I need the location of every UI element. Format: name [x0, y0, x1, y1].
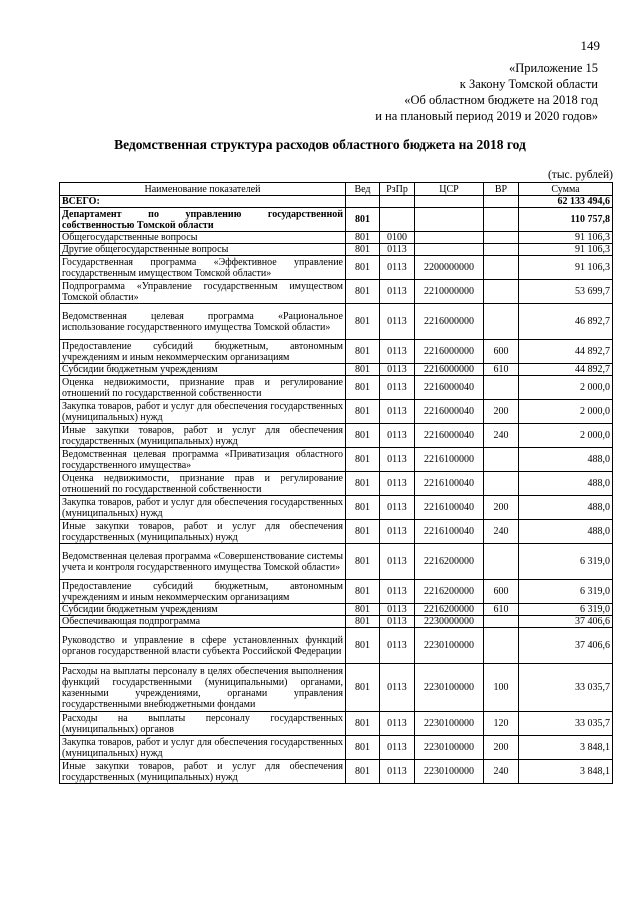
appendix-line: «Об областном бюджете на 2018 год [404, 93, 598, 107]
units-label: (тыс. рублей) [547, 169, 613, 181]
row-rzpr-cell: 0113 [380, 472, 415, 496]
row-rzpr-cell: 0113 [380, 400, 415, 424]
row-ved-cell: 801 [346, 544, 380, 580]
row-sum-cell: 53 699,7 [519, 280, 613, 304]
row-ved-cell: 801 [346, 664, 380, 712]
row-rzpr-cell: 0113 [380, 244, 415, 256]
table-row [60, 712, 613, 736]
row-csr-cell [415, 196, 484, 208]
row-name-cell: Подпрограмма «Управление государственным имуществом Томской области» [60, 280, 346, 304]
row-rzpr-cell: 0113 [380, 760, 415, 784]
row-vr-cell: 600 [484, 580, 519, 604]
row-name-cell: ВСЕГО: [60, 196, 346, 208]
row-csr-cell: 2216100040 [415, 520, 484, 544]
row-name-cell: Закупка товаров, работ и услуг для обеспечения государственных (муниципальных) нужд [60, 736, 346, 760]
table-row [60, 472, 613, 496]
table-row [60, 376, 613, 400]
row-ved-cell: 801 [346, 472, 380, 496]
row-sum-cell: 2 000,0 [519, 400, 613, 424]
table-row [60, 496, 613, 520]
row-ved-cell: 801 [346, 616, 380, 628]
row-name-cell: Ведомственная целевая программа «Совершенствование системы учета и контроля государственного имущества Томской области» [60, 544, 346, 580]
row-sum-cell: 2 000,0 [519, 376, 613, 400]
row-rzpr-cell: 0113 [380, 304, 415, 340]
appendix-line: «Приложение 15 [509, 61, 598, 75]
row-sum-cell: 3 848,1 [519, 760, 613, 784]
row-ved-cell: 801 [346, 520, 380, 544]
row-vr-cell: 240 [484, 424, 519, 448]
expenditure-table [59, 182, 613, 784]
row-sum-cell: 6 319,0 [519, 544, 613, 580]
row-rzpr-cell: 0113 [380, 448, 415, 472]
row-sum-cell: 91 106,3 [519, 244, 613, 256]
table-row [60, 340, 613, 364]
row-sum-cell: 37 406,6 [519, 628, 613, 664]
row-name-cell: Иные закупки товаров, работ и услуг для обеспечения государственных (муниципальных) нужд [60, 760, 346, 784]
table-row [60, 520, 613, 544]
row-vr-cell [484, 280, 519, 304]
row-rzpr-cell: 0113 [380, 256, 415, 280]
row-ved-cell: 801 [346, 400, 380, 424]
row-ved-cell: 801 [346, 244, 380, 256]
row-csr-cell: 2230100000 [415, 664, 484, 712]
row-sum-cell: 62 133 494,6 [519, 196, 613, 208]
row-sum-cell: 2 000,0 [519, 424, 613, 448]
row-csr-cell: 2216000000 [415, 304, 484, 340]
row-sum-cell: 44 892,7 [519, 364, 613, 376]
row-name-cell: Предоставление субсидий бюджетным, автономным учреждениям и иным некоммерческим организациям [60, 580, 346, 604]
row-rzpr-cell: 0113 [380, 280, 415, 304]
row-sum-cell: 3 848,1 [519, 736, 613, 760]
row-rzpr-cell: 0113 [380, 628, 415, 664]
row-sum-cell: 33 035,7 [519, 712, 613, 736]
column-header-ved: Вед [346, 183, 380, 196]
row-sum-cell: 44 892,7 [519, 340, 613, 364]
table-row [60, 604, 613, 616]
row-csr-cell: 2230000000 [415, 616, 484, 628]
row-rzpr-cell: 0113 [380, 736, 415, 760]
row-name-cell: Ведомственная целевая программа «Приватизация областного государственного имущества» [60, 448, 346, 472]
appendix-header [375, 60, 598, 124]
row-ved-cell: 801 [346, 448, 380, 472]
row-ved-cell [346, 196, 380, 208]
table-row [60, 232, 613, 244]
row-name-cell: Расходы на выплаты персоналу государственных (муниципальных) органов [60, 712, 346, 736]
row-ved-cell: 801 [346, 760, 380, 784]
row-vr-cell: 100 [484, 664, 519, 712]
row-name-cell: Государственная программа «Эффективное управление государственным имуществом Томской области» [60, 256, 346, 280]
row-name-cell: Департамент по управлению государственной собственностью Томской области [60, 208, 346, 232]
table-header-row [60, 183, 613, 196]
column-header-sum: Сумма [519, 183, 613, 196]
row-name-cell: Оценка недвижимости, признание прав и регулирование отношений по государственной собственности [60, 472, 346, 496]
row-sum-cell: 488,0 [519, 520, 613, 544]
column-header-rzpr: РзПр [380, 183, 415, 196]
row-rzpr-cell [380, 196, 415, 208]
table-row [60, 424, 613, 448]
table-row [60, 580, 613, 604]
document-title: Ведомственная структура расходов областного бюджета на 2018 год [114, 137, 526, 152]
row-csr-cell [415, 244, 484, 256]
row-ved-cell: 801 [346, 604, 380, 616]
row-vr-cell: 600 [484, 340, 519, 364]
row-rzpr-cell: 0100 [380, 232, 415, 244]
row-rzpr-cell: 0113 [380, 616, 415, 628]
row-ved-cell: 801 [346, 364, 380, 376]
row-name-cell: Другие общегосударственные вопросы [60, 244, 346, 256]
row-vr-cell [484, 256, 519, 280]
row-rzpr-cell: 0113 [380, 604, 415, 616]
row-name-cell: Иные закупки товаров, работ и услуг для обеспечения государственных (муниципальных) нужд [60, 520, 346, 544]
row-rzpr-cell: 0113 [380, 664, 415, 712]
row-vr-cell: 120 [484, 712, 519, 736]
row-rzpr-cell: 0113 [380, 712, 415, 736]
row-ved-cell: 801 [346, 340, 380, 364]
row-rzpr-cell: 0113 [380, 364, 415, 376]
row-sum-cell: 110 757,8 [519, 208, 613, 232]
row-ved-cell: 801 [346, 232, 380, 244]
row-ved-cell: 801 [346, 496, 380, 520]
row-name-cell: Субсидии бюджетным учреждениям [60, 364, 346, 376]
row-ved-cell: 801 [346, 304, 380, 340]
row-csr-cell: 2216000000 [415, 364, 484, 376]
column-header-csr: ЦСР [415, 183, 484, 196]
row-csr-cell: 2200000000 [415, 256, 484, 280]
table-row [60, 760, 613, 784]
table-row [60, 304, 613, 340]
row-name-cell: Иные закупки товаров, работ и услуг для обеспечения государственных (муниципальных) нужд [60, 424, 346, 448]
row-rzpr-cell: 0113 [380, 340, 415, 364]
row-csr-cell: 2216200000 [415, 604, 484, 616]
row-vr-cell [484, 244, 519, 256]
row-name-cell: Ведомственная целевая программа «Рациональное использование государственного имущества Томской области» [60, 304, 346, 340]
row-sum-cell: 488,0 [519, 472, 613, 496]
row-vr-cell [484, 628, 519, 664]
row-name-cell: Руководство и управление в сфере установленных функций органов государственной власти субъекта Российской Федерации [60, 628, 346, 664]
row-sum-cell: 37 406,6 [519, 616, 613, 628]
row-vr-cell [484, 196, 519, 208]
row-name-cell: Расходы на выплаты персоналу в целях обеспечения выполнения функций государственными (муниципальными) органами, казенными учреждениями, органами управления государственными внебюджетными фондами [60, 664, 346, 712]
row-vr-cell: 200 [484, 400, 519, 424]
row-csr-cell: 2216100040 [415, 496, 484, 520]
appendix-line: к Закону Томской области [459, 77, 598, 91]
row-vr-cell [484, 304, 519, 340]
row-ved-cell: 801 [346, 280, 380, 304]
row-name-cell: Закупка товаров, работ и услуг для обеспечения государственных (муниципальных) нужд [60, 496, 346, 520]
row-name-cell: Общегосударственные вопросы [60, 232, 346, 244]
row-csr-cell: 2210000000 [415, 280, 484, 304]
row-ved-cell: 801 [346, 208, 380, 232]
row-name-cell: Обеспечивающая подпрограмма [60, 616, 346, 628]
row-sum-cell: 91 106,3 [519, 232, 613, 244]
row-rzpr-cell: 0113 [380, 580, 415, 604]
row-vr-cell: 610 [484, 364, 519, 376]
row-csr-cell: 2216000000 [415, 340, 484, 364]
row-vr-cell [484, 232, 519, 244]
table-row [60, 628, 613, 664]
row-name-cell: Оценка недвижимости, признание прав и регулирование отношений по государственной собственности [60, 376, 346, 400]
row-ved-cell: 801 [346, 376, 380, 400]
row-name-cell: Субсидии бюджетным учреждениям [60, 604, 346, 616]
row-sum-cell: 6 319,0 [519, 604, 613, 616]
row-rzpr-cell: 0113 [380, 544, 415, 580]
table-row [60, 196, 613, 208]
row-csr-cell: 2216000040 [415, 376, 484, 400]
row-ved-cell: 801 [346, 736, 380, 760]
table-row [60, 244, 613, 256]
row-csr-cell: 2230100000 [415, 760, 484, 784]
row-vr-cell: 200 [484, 736, 519, 760]
row-sum-cell: 46 892,7 [519, 304, 613, 340]
row-rzpr-cell [380, 208, 415, 232]
table-row [60, 208, 613, 232]
row-ved-cell: 801 [346, 256, 380, 280]
row-csr-cell: 2216000040 [415, 400, 484, 424]
column-header-name: Наименование показателей [60, 183, 346, 196]
table-row [60, 736, 613, 760]
row-vr-cell: 240 [484, 760, 519, 784]
row-csr-cell: 2216100000 [415, 448, 484, 472]
row-ved-cell: 801 [346, 580, 380, 604]
column-header-vr: ВР [484, 183, 519, 196]
row-name-cell: Предоставление субсидий бюджетным, автономным учреждениям и иным некоммерческим организациям [60, 340, 346, 364]
row-csr-cell: 2216000040 [415, 424, 484, 448]
table-row [60, 256, 613, 280]
row-vr-cell [484, 472, 519, 496]
row-csr-cell: 2230100000 [415, 736, 484, 760]
row-csr-cell: 2230100000 [415, 628, 484, 664]
table-row [60, 448, 613, 472]
row-ved-cell: 801 [346, 424, 380, 448]
row-csr-cell: 2216200000 [415, 544, 484, 580]
row-csr-cell [415, 232, 484, 244]
table-body [60, 196, 613, 784]
table-row [60, 400, 613, 424]
row-vr-cell [484, 376, 519, 400]
row-sum-cell: 488,0 [519, 448, 613, 472]
row-csr-cell: 2216100040 [415, 472, 484, 496]
row-rzpr-cell: 0113 [380, 496, 415, 520]
row-vr-cell: 610 [484, 604, 519, 616]
page-number: 149 [580, 38, 600, 53]
row-csr-cell [415, 208, 484, 232]
row-sum-cell: 488,0 [519, 496, 613, 520]
row-sum-cell: 6 319,0 [519, 580, 613, 604]
row-csr-cell: 2216200000 [415, 580, 484, 604]
row-vr-cell [484, 208, 519, 232]
row-vr-cell [484, 448, 519, 472]
row-vr-cell [484, 544, 519, 580]
row-rzpr-cell: 0113 [380, 424, 415, 448]
row-vr-cell: 200 [484, 496, 519, 520]
table-row [60, 364, 613, 376]
table-row [60, 544, 613, 580]
row-sum-cell: 33 035,7 [519, 664, 613, 712]
appendix-line: и на плановый период 2019 и 2020 годов» [375, 109, 598, 123]
row-name-cell: Закупка товаров, работ и услуг для обеспечения государственных (муниципальных) нужд [60, 400, 346, 424]
row-vr-cell [484, 616, 519, 628]
table-row [60, 664, 613, 712]
row-csr-cell: 2230100000 [415, 712, 484, 736]
row-sum-cell: 91 106,3 [519, 256, 613, 280]
row-ved-cell: 801 [346, 628, 380, 664]
table-row [60, 280, 613, 304]
row-rzpr-cell: 0113 [380, 376, 415, 400]
row-ved-cell: 801 [346, 712, 380, 736]
row-vr-cell: 240 [484, 520, 519, 544]
table-row [60, 616, 613, 628]
row-rzpr-cell: 0113 [380, 520, 415, 544]
